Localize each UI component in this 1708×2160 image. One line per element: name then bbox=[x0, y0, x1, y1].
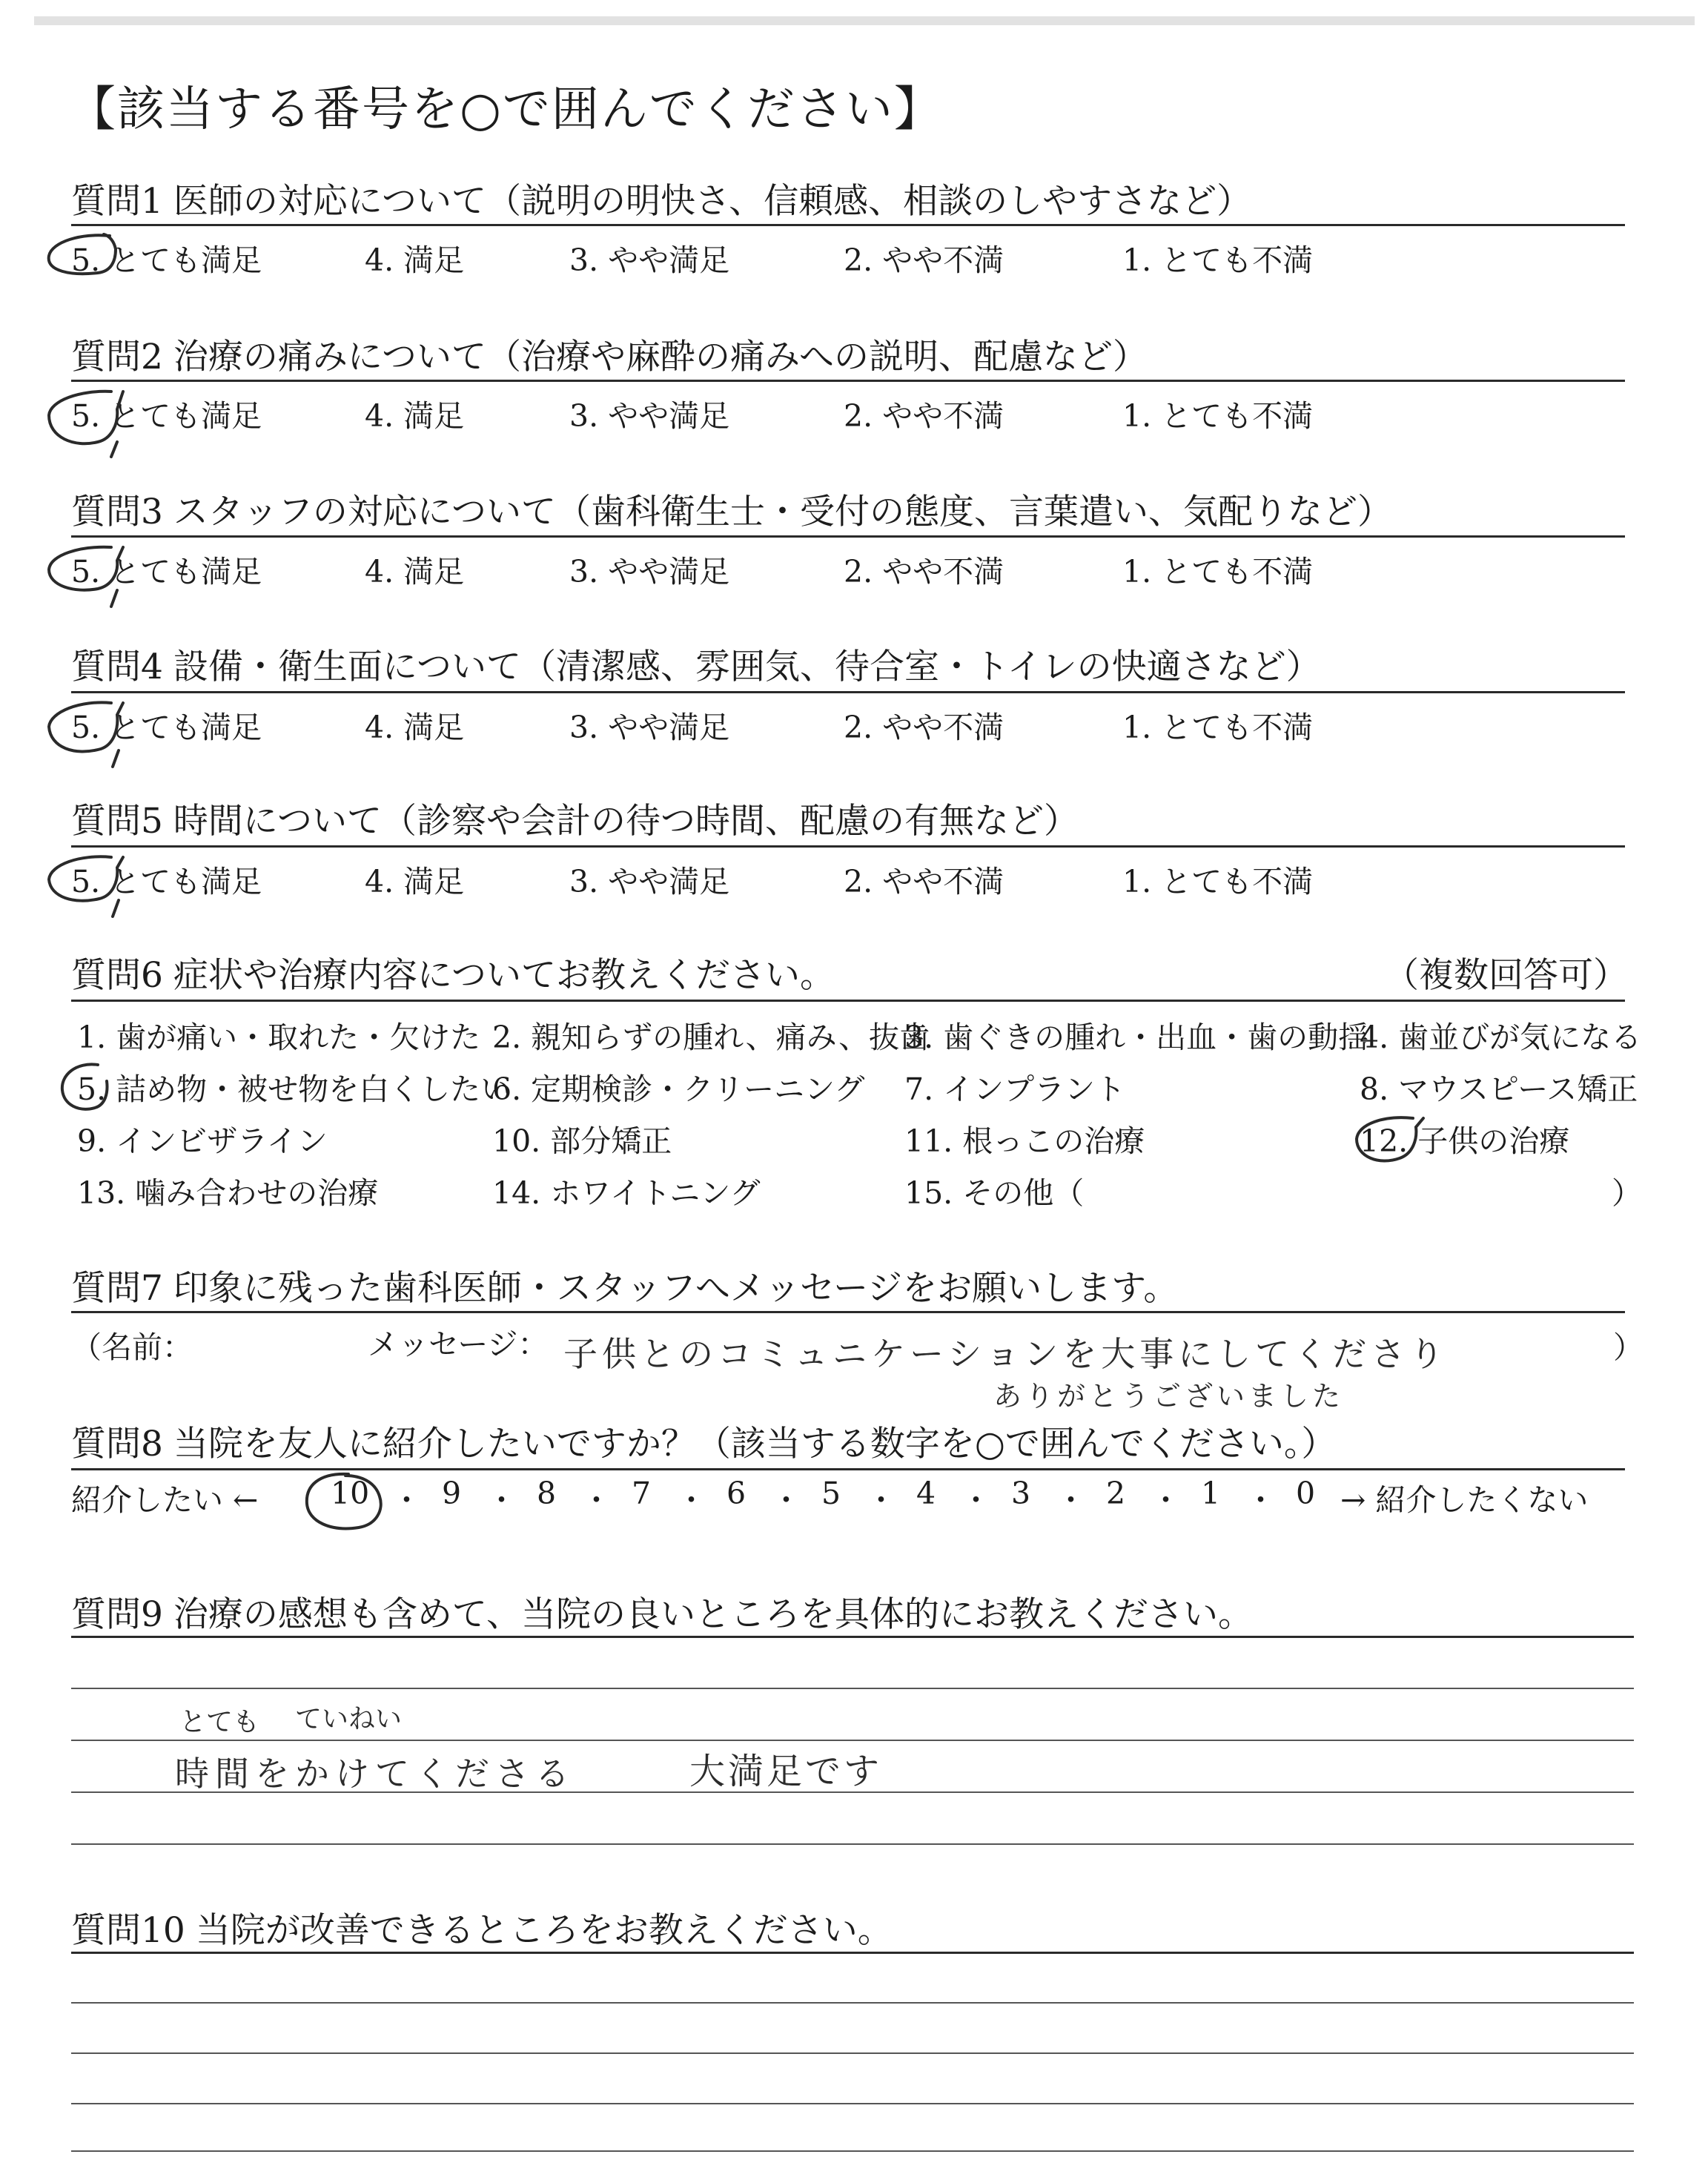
q8-separator: ・ bbox=[866, 1482, 896, 1518]
q7-handwritten-message-line2: ありがとうございました bbox=[993, 1380, 1345, 1413]
q3-circle-mark bbox=[49, 547, 123, 607]
q1-option-1[interactable]: 1. とても不満 bbox=[1122, 242, 1314, 278]
q4-option-4[interactable]: 4. 満足 bbox=[365, 710, 465, 745]
q7-message-label: メッセージ： bbox=[368, 1327, 549, 1362]
q8-separator: ・ bbox=[1151, 1482, 1181, 1518]
q6-item-1[interactable]: 1. 歯が痛い・取れた・欠けた bbox=[77, 1020, 481, 1055]
q2-option-2[interactable]: 2. やや不満 bbox=[844, 398, 1004, 434]
q8-right-label: → 紹介したくない bbox=[1340, 1482, 1589, 1518]
question-6-text: 症状や治療内容についてお教えください。 bbox=[173, 955, 835, 996]
q4-option-1[interactable]: 1. とても不満 bbox=[1122, 710, 1314, 745]
question-10-text: 当院が改善できるところをお教えください。 bbox=[195, 1910, 893, 1951]
q1-option-4[interactable]: 4. 満足 bbox=[365, 242, 465, 278]
q8-scale-3[interactable]: 3 bbox=[1011, 1476, 1031, 1511]
q6-item-6[interactable]: 6. 定期検診・クリーニング bbox=[492, 1071, 865, 1107]
q9-handwritten-line-b: 大満足です bbox=[689, 1751, 883, 1792]
q6-item-12[interactable]: 12. 子供の治療 bbox=[1360, 1123, 1570, 1159]
q7-name-label: （名前： bbox=[71, 1330, 193, 1365]
q2-option-4[interactable]: 4. 満足 bbox=[365, 398, 465, 434]
question-6-multiple-answer-note: （複数回答可） bbox=[1384, 955, 1628, 996]
q5-circle-mark bbox=[49, 856, 123, 916]
q6-item-7[interactable]: 7. インプラント bbox=[904, 1071, 1126, 1107]
question-1-number: 質問1 bbox=[71, 181, 163, 222]
q8-scale-0[interactable]: 0 bbox=[1296, 1476, 1316, 1511]
q3-option-3[interactable]: 3. やや満足 bbox=[569, 554, 730, 589]
q8-scale-10[interactable]: 10 bbox=[331, 1476, 370, 1511]
q1-option-2[interactable]: 2. やや不満 bbox=[844, 242, 1004, 278]
q7-handwritten-message-line1: 子供とのコミュニケーションを大事にしてくださり bbox=[563, 1334, 1449, 1374]
question-6-number: 質問6 bbox=[71, 955, 163, 996]
q5-option-1[interactable]: 1. とても不満 bbox=[1122, 864, 1314, 899]
question-7-number: 質問7 bbox=[71, 1268, 163, 1309]
q6-item-8[interactable]: 8. マウスピース矯正 bbox=[1360, 1071, 1638, 1107]
q1-option-5[interactable]: 5. とても満足 bbox=[71, 242, 262, 278]
q6-item-13[interactable]: 13. 噛み合わせの治療 bbox=[77, 1175, 379, 1211]
q5-option-4[interactable]: 4. 満足 bbox=[365, 864, 465, 899]
q6-item-5-circle-mark bbox=[62, 1064, 107, 1109]
question-10-number: 質問10 bbox=[71, 1910, 185, 1951]
q6-item-11[interactable]: 11. 根っこの治療 bbox=[904, 1123, 1145, 1159]
question-4-number: 質問4 bbox=[71, 647, 163, 687]
q8-separator: ・ bbox=[1245, 1482, 1276, 1518]
q8-scale-1[interactable]: 1 bbox=[1201, 1476, 1221, 1511]
q4-circle-mark bbox=[49, 702, 123, 767]
q6-item-5[interactable]: 5. 詰め物・被せ物を白くしたい bbox=[77, 1071, 512, 1107]
q2-option-3[interactable]: 3. やや満足 bbox=[569, 398, 730, 434]
q8-scale-5[interactable]: 5 bbox=[821, 1476, 841, 1511]
q3-option-5[interactable]: 5. とても満足 bbox=[71, 554, 262, 589]
q9-handwritten-line: 時間をかけてくださる bbox=[175, 1754, 575, 1794]
q9-handwritten-small-2: ていねい bbox=[295, 1704, 403, 1734]
question-5-number: 質問5 bbox=[71, 801, 163, 842]
q3-option-2[interactable]: 2. やや不満 bbox=[844, 554, 1004, 589]
q6-item-2[interactable]: 2. 親知らずの腫れ、痛み、抜歯 bbox=[492, 1020, 930, 1055]
q6-item-10[interactable]: 10. 部分矯正 bbox=[492, 1123, 672, 1159]
q8-separator: ・ bbox=[771, 1482, 801, 1518]
q8-scale-8[interactable]: 8 bbox=[537, 1476, 557, 1511]
q6-item-4[interactable]: 4. 歯並びが気になる bbox=[1360, 1020, 1642, 1055]
question-2-text: 治療の痛みについて（治療や麻酔の痛みへの説明、配慮など） bbox=[173, 337, 1148, 377]
q5-option-2[interactable]: 2. やや不満 bbox=[844, 864, 1004, 899]
q8-separator: ・ bbox=[1056, 1482, 1086, 1518]
question-5-text: 時間について（診察や会計の待つ時間、配慮の有無など） bbox=[173, 801, 1079, 842]
q8-separator: ・ bbox=[391, 1482, 422, 1518]
q8-separator: ・ bbox=[961, 1482, 991, 1518]
question-1-text: 医師の対応について（説明の明快さ、信頼感、相談のしやすさなど） bbox=[173, 181, 1252, 222]
q1-option-3[interactable]: 3. やや満足 bbox=[569, 242, 730, 278]
q9-handwritten-small-1: とても bbox=[179, 1707, 260, 1737]
question-8-number: 質問8 bbox=[71, 1424, 163, 1464]
q4-option-5[interactable]: 5. とても満足 bbox=[71, 710, 262, 745]
q8-separator: ・ bbox=[676, 1482, 706, 1518]
q6-item-3[interactable]: 3. 歯ぐきの腫れ・出血・歯の動揺 bbox=[904, 1020, 1369, 1055]
question-2-number: 質問2 bbox=[71, 337, 163, 377]
q8-scale-6[interactable]: 6 bbox=[726, 1476, 747, 1511]
q1-circle-mark bbox=[49, 234, 116, 274]
q6-item-12-circle-mark bbox=[1357, 1117, 1423, 1160]
form-heading: 【該当する番号を○で囲んでください】 bbox=[68, 82, 943, 137]
question-8-text: 当院を友人に紹介したいですか？（該当する数字を○で囲んでください。） bbox=[173, 1424, 1337, 1464]
question-9-text: 治療の感想も含めて、当院の良いところを具体的にお教えください。 bbox=[173, 1594, 1253, 1635]
q7-close-paren: ） bbox=[1613, 1330, 1644, 1365]
question-4-text: 設備・衛生面について（清潔感、雰囲気、待合室・トイレの快適さなど） bbox=[173, 647, 1321, 687]
q8-scale-4[interactable]: 4 bbox=[916, 1476, 936, 1511]
q4-option-2[interactable]: 2. やや不満 bbox=[844, 710, 1004, 745]
q2-option-1[interactable]: 1. とても不満 bbox=[1122, 398, 1314, 434]
q5-option-3[interactable]: 3. やや満足 bbox=[569, 864, 730, 899]
question-9-number: 質問9 bbox=[71, 1594, 163, 1635]
question-3-number: 質問3 bbox=[71, 492, 163, 532]
q8-left-label: 紹介したい ← bbox=[71, 1482, 259, 1518]
q6-item-9[interactable]: 9. インビザライン bbox=[77, 1123, 328, 1159]
question-7-text: 印象に残った歯科医師・スタッフへメッセージをお願いします。 bbox=[173, 1268, 1179, 1309]
q8-separator: ・ bbox=[486, 1482, 517, 1518]
q8-scale-2[interactable]: 2 bbox=[1106, 1476, 1126, 1511]
q2-option-5[interactable]: 5. とても満足 bbox=[71, 398, 262, 434]
q6-other-close-paren: ） bbox=[1612, 1175, 1642, 1211]
q8-scale-7[interactable]: 7 bbox=[632, 1476, 652, 1511]
q6-item-14[interactable]: 14. ホワイトニング bbox=[492, 1175, 761, 1211]
question-3-text: スタッフの対応について（歯科衛生士・受付の態度、言葉遣い、気配りなど） bbox=[173, 492, 1392, 532]
q5-option-5[interactable]: 5. とても満足 bbox=[71, 864, 262, 899]
q6-item-15[interactable]: 15. その他（ bbox=[904, 1175, 1085, 1211]
q4-option-3[interactable]: 3. やや満足 bbox=[569, 710, 730, 745]
q8-scale-9[interactable]: 9 bbox=[442, 1476, 462, 1511]
q3-option-1[interactable]: 1. とても不満 bbox=[1122, 554, 1314, 589]
q2-circle-mark bbox=[49, 392, 123, 457]
q8-circle-mark bbox=[307, 1474, 381, 1529]
q3-option-4[interactable]: 4. 満足 bbox=[365, 554, 465, 589]
q8-separator: ・ bbox=[581, 1482, 612, 1518]
